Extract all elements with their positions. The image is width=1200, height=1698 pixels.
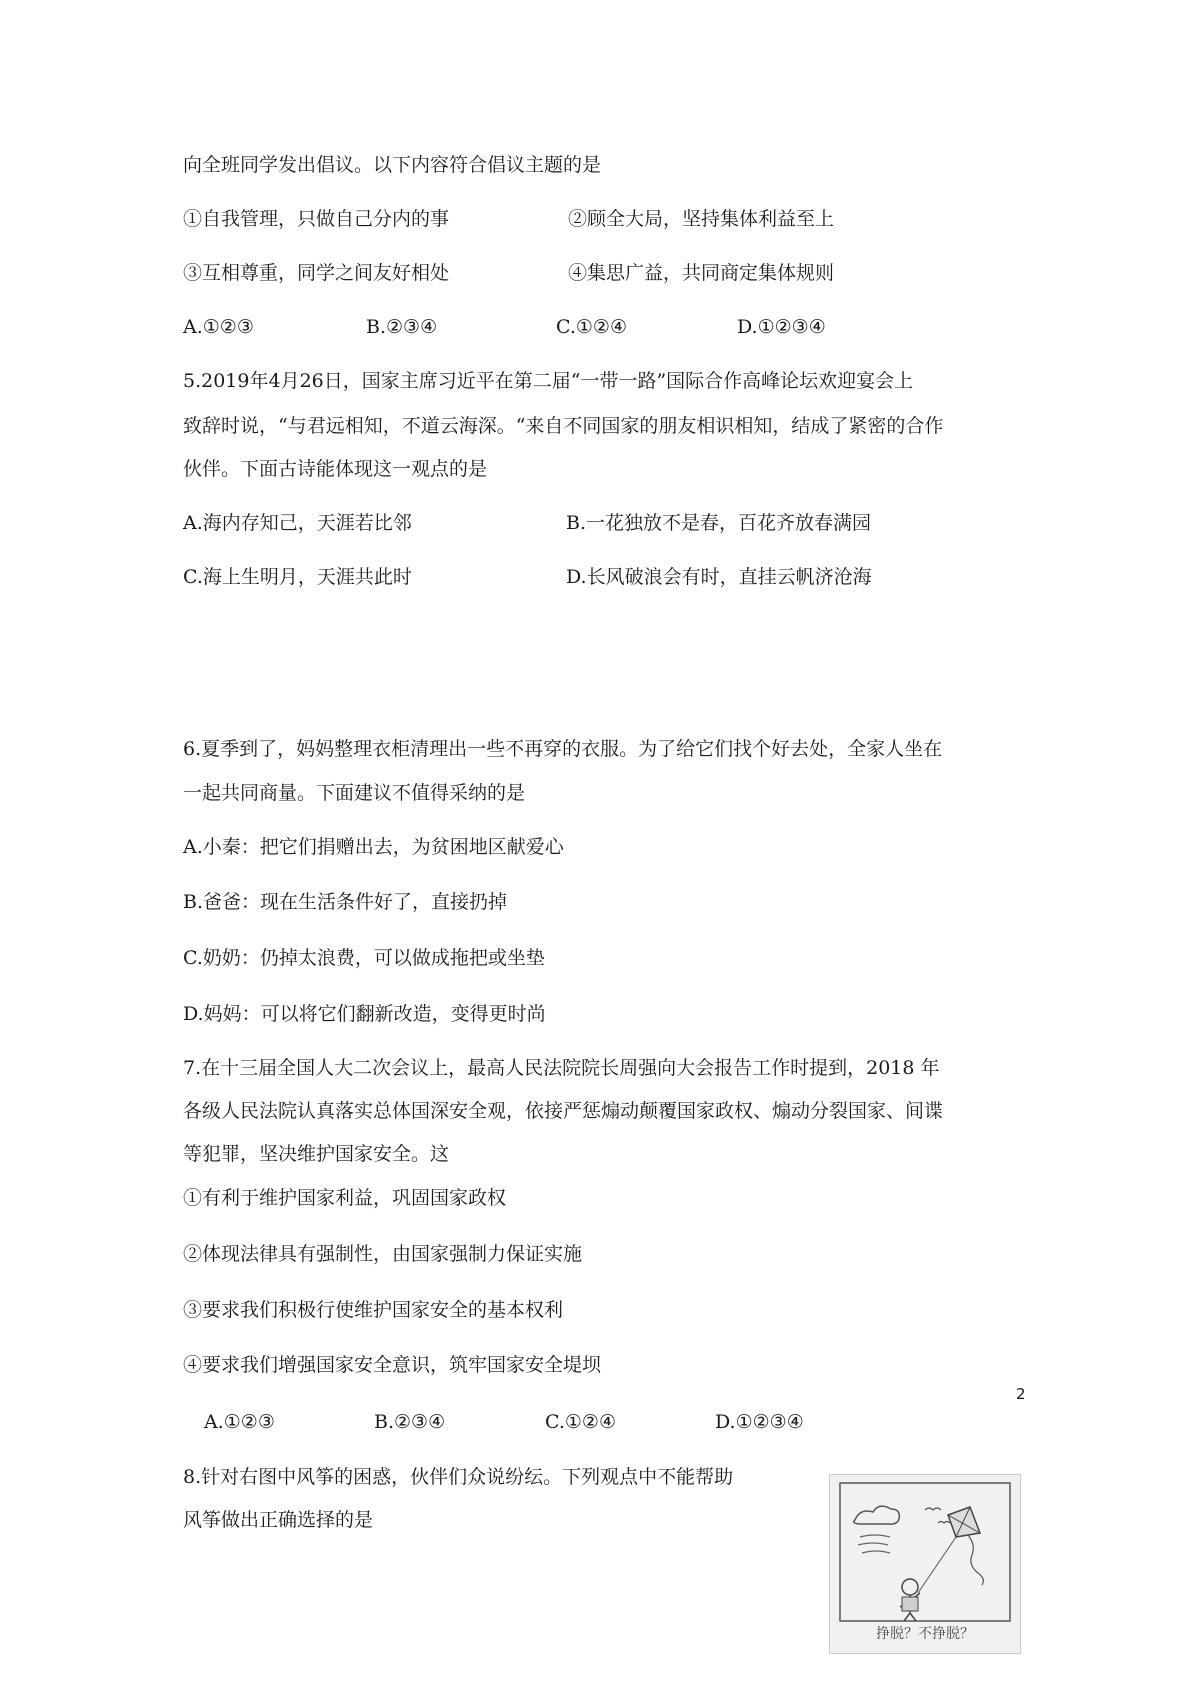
q6-choice-a: A.小秦：把它们捐赠出去，为贫困地区献爱心 <box>183 836 564 858</box>
kite-figure <box>829 1474 1021 1654</box>
q5-stem-line-1: 5.2019年4月26日，国家主席习近平在第二届“一带一路”国际合作高峰论坛欢迎宴会上 <box>183 370 914 392</box>
q6-stem-line-2: 一起共同商量。下面建议不值得采纳的是 <box>183 782 526 804</box>
q8-stem-line-2: 风筝做出正确选择的是 <box>183 1509 374 1531</box>
q4-stem: 向全班同学发出倡议。以下内容符合倡议主题的是 <box>183 154 602 176</box>
q6-choice-b: B.爸爸：现在生活条件好了，直接扔掉 <box>183 891 508 913</box>
q6-choice-c: C.奶奶：仍掉太浪费，可以做成拖把或坐垫 <box>183 947 545 969</box>
q5-choice-b: B.一花独放不是春，百花齐放春满园 <box>566 512 872 534</box>
q8-stem-line-1: 8.针对右图中风筝的困惑，伙伴们众说纷纭。下列观点中不能帮助 <box>183 1466 734 1488</box>
q7-item-4: ④要求我们增强国家安全意识，筑牢国家安全堤坝 <box>183 1354 602 1376</box>
page-number: 2 <box>1016 1385 1026 1403</box>
q4-choice-d: D.①②③④ <box>737 316 826 338</box>
q4-item-4: ④集思广益，共同商定集体规则 <box>568 262 835 284</box>
q5-choice-a: A.海内存知己，天涯若比邻 <box>183 512 412 534</box>
q4-item-3: ③互相尊重，同学之间友好相处 <box>183 262 450 284</box>
q7-choice-a: A.①②③ <box>204 1411 275 1433</box>
q4-choice-b: B.②③④ <box>366 316 438 338</box>
q5-choice-d: D.长风破浪会有时，直挂云帆济沧海 <box>566 566 872 588</box>
q5-stem-line-3: 伙伴。下面古诗能体现这一观点的是 <box>183 458 488 480</box>
q4-choice-c: C.①②④ <box>556 316 627 338</box>
q4-choice-a: A.①②③ <box>183 316 254 338</box>
q7-item-3: ③要求我们积极行使维护国家安全的基本权利 <box>183 1299 564 1321</box>
figure-caption: 挣脱？不挣脱？ <box>876 1626 974 1642</box>
q6-stem-line-1: 6.夏季到了，妈妈整理衣柜清理出一些不再穿的衣服。为了给它们找个好去处，全家人坐在 <box>183 738 943 760</box>
q7-stem-line-2: 各级人民法院认真落实总体国深安全观，依接严惩煽动颠覆国家政权、煽动分裂国家、间谍 <box>183 1100 944 1122</box>
q7-item-1: ①有利于维护国家利益，巩固国家政权 <box>183 1187 507 1209</box>
q4-item-1: ①自我管理，只做自己分内的事 <box>183 208 450 230</box>
q7-item-2: ②体现法律具有强制性，由国家强制力保证实施 <box>183 1243 583 1265</box>
q6-choice-d: D.妈妈：可以将它们翻新改造，变得更时尚 <box>183 1003 546 1025</box>
q7-stem-line-3: 等犯罪，坚决维护国家安全。这 <box>183 1143 450 1165</box>
q7-stem-line-1: 7.在十三届全国人大二次会议上，最高人民法院院长周强向大会报告工作时提到，2018 年 <box>183 1057 940 1079</box>
q7-choice-c: C.①②④ <box>545 1411 616 1433</box>
q4-item-2: ②顾全大局，坚持集体利益至上 <box>568 208 835 230</box>
q7-choice-b: B.②③④ <box>374 1411 446 1433</box>
q5-stem-line-2: 致辞时说，“与君远相知，不道云海深。“来自不同国家的朋友相识相知，结成了紧密的合作 <box>183 415 944 437</box>
q5-choice-c: C.海上生明月，天涯共此时 <box>183 566 412 588</box>
q7-choice-d: D.①②③④ <box>715 1411 804 1433</box>
